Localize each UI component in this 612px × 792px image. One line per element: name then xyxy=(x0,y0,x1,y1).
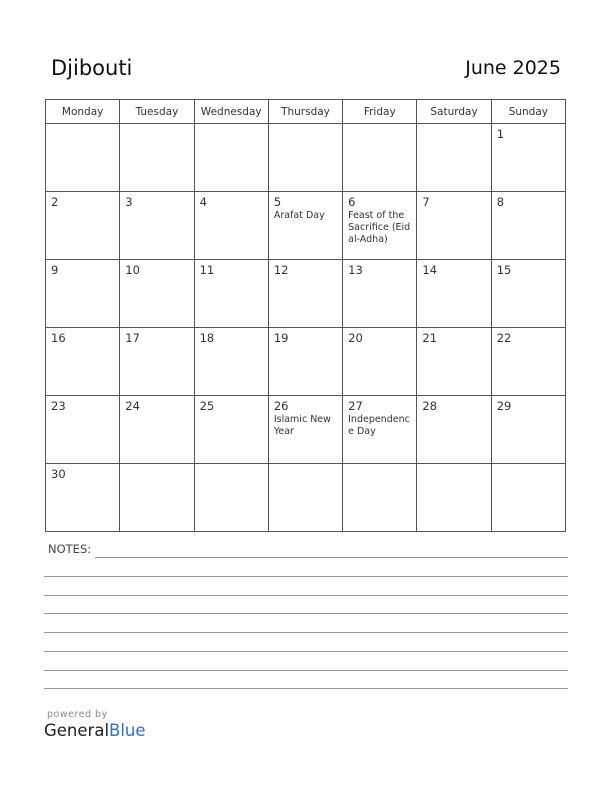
brand-name-blue: Blue xyxy=(109,721,146,740)
day-cell xyxy=(343,260,417,328)
weekday-thursday: Thursday xyxy=(268,100,342,124)
day-number: 8 xyxy=(496,195,505,209)
day-cell xyxy=(491,328,565,396)
day-number: 25 xyxy=(199,399,215,413)
weekday-monday: Monday xyxy=(46,100,120,124)
day-number: 30 xyxy=(51,467,66,481)
day-cell xyxy=(120,124,194,192)
day-cell xyxy=(343,192,417,260)
day-number: 27 xyxy=(348,399,363,413)
day-number: 28 xyxy=(422,399,438,413)
calendar-body xyxy=(46,124,566,532)
week-row xyxy=(46,260,566,328)
day-number: 7 xyxy=(422,195,430,209)
week-row xyxy=(46,396,566,464)
notes-line xyxy=(44,632,568,633)
day-number: 26 xyxy=(273,399,289,413)
weekday-sunday: Sunday xyxy=(491,100,565,124)
day-number: 22 xyxy=(496,331,512,345)
day-cell xyxy=(194,192,268,260)
country-title: Djibouti xyxy=(51,56,133,80)
week-row xyxy=(46,328,566,396)
notes-line xyxy=(44,688,568,689)
day-number: 13 xyxy=(348,263,363,277)
day-number: 24 xyxy=(125,399,140,413)
holiday-label: Arafat Day xyxy=(273,210,325,221)
day-cell xyxy=(268,464,342,532)
day-cell xyxy=(46,464,120,532)
day-cell xyxy=(491,124,565,192)
day-number: 19 xyxy=(273,331,289,345)
notes-line xyxy=(44,670,568,671)
holiday-label: Feast of the Sacrifice (Eid al-Adha) xyxy=(348,210,411,245)
day-cell xyxy=(120,192,194,260)
day-cell xyxy=(268,396,342,464)
weekday-tuesday: Tuesday xyxy=(120,100,194,124)
day-number: 9 xyxy=(51,263,59,277)
day-cell xyxy=(120,464,194,532)
day-number: 29 xyxy=(496,399,512,413)
day-number: 21 xyxy=(422,331,438,345)
day-cell xyxy=(417,464,491,532)
day-cell xyxy=(194,328,268,396)
weekday-wednesday: Wednesday xyxy=(194,100,268,124)
month-year-title: June 2025 xyxy=(465,57,561,79)
calendar-grid xyxy=(45,99,566,532)
day-cell xyxy=(120,396,194,464)
day-cell xyxy=(417,396,491,464)
notes-line xyxy=(44,595,568,596)
day-cell xyxy=(268,192,342,260)
week-row xyxy=(46,124,566,192)
day-cell xyxy=(491,192,565,260)
day-cell xyxy=(268,260,342,328)
weekday-friday: Friday xyxy=(343,100,417,124)
day-cell xyxy=(343,464,417,532)
day-cell xyxy=(417,192,491,260)
day-cell xyxy=(491,260,565,328)
day-number: 11 xyxy=(199,263,215,277)
day-cell xyxy=(46,260,120,328)
day-number: 23 xyxy=(51,399,66,413)
day-cell xyxy=(491,464,565,532)
day-cell xyxy=(194,464,268,532)
day-number: 15 xyxy=(496,263,512,277)
week-row xyxy=(46,192,566,260)
brand-name-general: General xyxy=(44,721,110,740)
powered-by-text: powered by xyxy=(47,709,108,720)
day-cell xyxy=(194,260,268,328)
day-cell xyxy=(120,328,194,396)
day-cell xyxy=(417,124,491,192)
day-cell xyxy=(417,260,491,328)
day-cell xyxy=(46,192,120,260)
day-cell xyxy=(491,396,565,464)
day-cell xyxy=(343,396,417,464)
day-number: 18 xyxy=(199,331,215,345)
day-cell xyxy=(268,124,342,192)
day-cell xyxy=(417,328,491,396)
day-number: 16 xyxy=(51,331,66,345)
day-cell xyxy=(343,328,417,396)
day-number: 17 xyxy=(125,331,140,345)
weekday-saturday: Saturday xyxy=(417,100,491,124)
notes-line xyxy=(44,576,568,577)
day-number: 4 xyxy=(199,195,207,209)
day-number: 2 xyxy=(51,195,59,209)
day-cell xyxy=(46,328,120,396)
day-cell xyxy=(46,124,120,192)
weekday-header-row xyxy=(46,100,566,124)
notes-label: NOTES: xyxy=(48,542,92,556)
week-row xyxy=(46,464,566,532)
notes-line xyxy=(95,557,568,558)
day-cell xyxy=(343,124,417,192)
day-number: 12 xyxy=(273,263,289,277)
day-cell xyxy=(194,124,268,192)
day-cell xyxy=(268,328,342,396)
day-number: 10 xyxy=(125,263,140,277)
day-number: 1 xyxy=(496,127,505,141)
day-cell xyxy=(120,260,194,328)
brand-logo xyxy=(44,721,146,740)
holiday-label: Independence Day xyxy=(348,414,410,437)
notes-line xyxy=(44,651,568,652)
day-number: 5 xyxy=(273,195,282,209)
holiday-label: Islamic New Year xyxy=(273,414,331,437)
day-cell xyxy=(46,396,120,464)
day-number: 3 xyxy=(125,195,133,209)
notes-line xyxy=(44,613,568,614)
day-number: 14 xyxy=(422,263,438,277)
day-number: 6 xyxy=(348,195,356,209)
day-cell xyxy=(194,396,268,464)
day-number: 20 xyxy=(348,331,363,345)
